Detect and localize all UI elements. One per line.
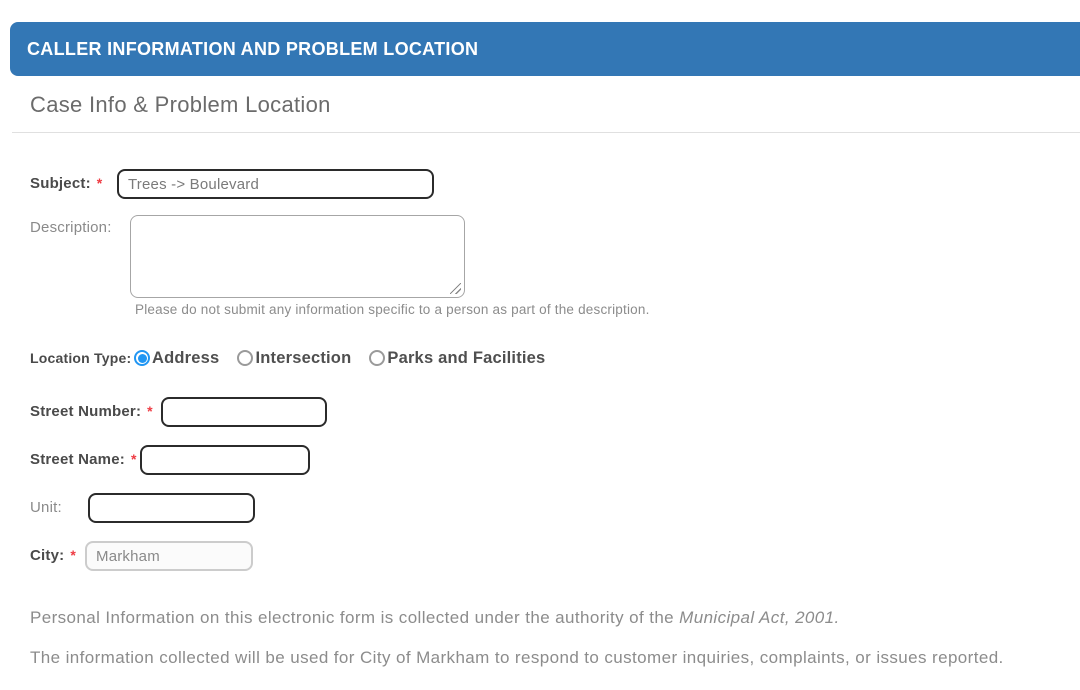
description-label (30, 218, 112, 238)
privacy-notice-text: Personal Information on this electronic form is collected under the authority of the (30, 608, 680, 627)
page-title: Case Info & Problem Location (30, 92, 331, 117)
description-textarea[interactable] (130, 215, 465, 298)
section-header-bar (10, 22, 1080, 76)
city-label-text: City: (30, 547, 65, 564)
location-type-radio-group (134, 346, 545, 370)
required-asterisk: * (96, 175, 103, 191)
radio-option-intersection[interactable] (237, 349, 351, 368)
radio-option-label: Address (152, 348, 220, 367)
location-type-label-text: Location Type: (30, 350, 132, 366)
radio-button-icon (237, 350, 253, 366)
description-helper-text: Please do not submit any information specific to a person as part of the description. (135, 302, 650, 317)
street-number-input[interactable] (161, 397, 327, 427)
street-name-label-text: Street Name: (30, 451, 125, 468)
privacy-notice-act-name: Municipal Act, 2001. (679, 608, 840, 627)
street-name-input[interactable] (140, 445, 310, 475)
description-label-text: Description: (30, 219, 112, 236)
radio-button-icon (134, 350, 150, 366)
section-header-title: CALLER INFORMATION AND PROBLEM LOCATION (27, 39, 479, 59)
city-label (30, 541, 76, 570)
privacy-notice-line1 (30, 608, 840, 628)
privacy-notice-line2: The information collected will be used for City of Markham to respond to customer inquiries, complaints, or issues reported. (30, 648, 1004, 667)
radio-option-label: Parks and Facilities (387, 348, 546, 367)
subject-input[interactable] (117, 169, 434, 199)
description-textarea-wrap (130, 215, 465, 298)
city-input (85, 541, 253, 571)
location-type-label (30, 347, 143, 369)
radio-option-address[interactable] (134, 349, 219, 368)
radio-option-label: Intersection (255, 348, 352, 367)
required-asterisk: * (147, 403, 153, 419)
subject-label (30, 169, 102, 198)
street-number-label (30, 397, 153, 426)
unit-input[interactable] (88, 493, 255, 523)
street-name-label (30, 445, 137, 474)
subject-label-text: Subject: (30, 175, 91, 192)
street-number-label-text: Street Number: (30, 403, 142, 420)
radio-button-icon (369, 350, 385, 366)
unit-label-text: Unit: (30, 499, 62, 516)
unit-label (30, 493, 62, 522)
divider (12, 132, 1080, 133)
required-asterisk: * (70, 547, 76, 563)
required-asterisk: * (130, 451, 137, 467)
radio-option-parks-and-facilities[interactable] (369, 349, 545, 368)
